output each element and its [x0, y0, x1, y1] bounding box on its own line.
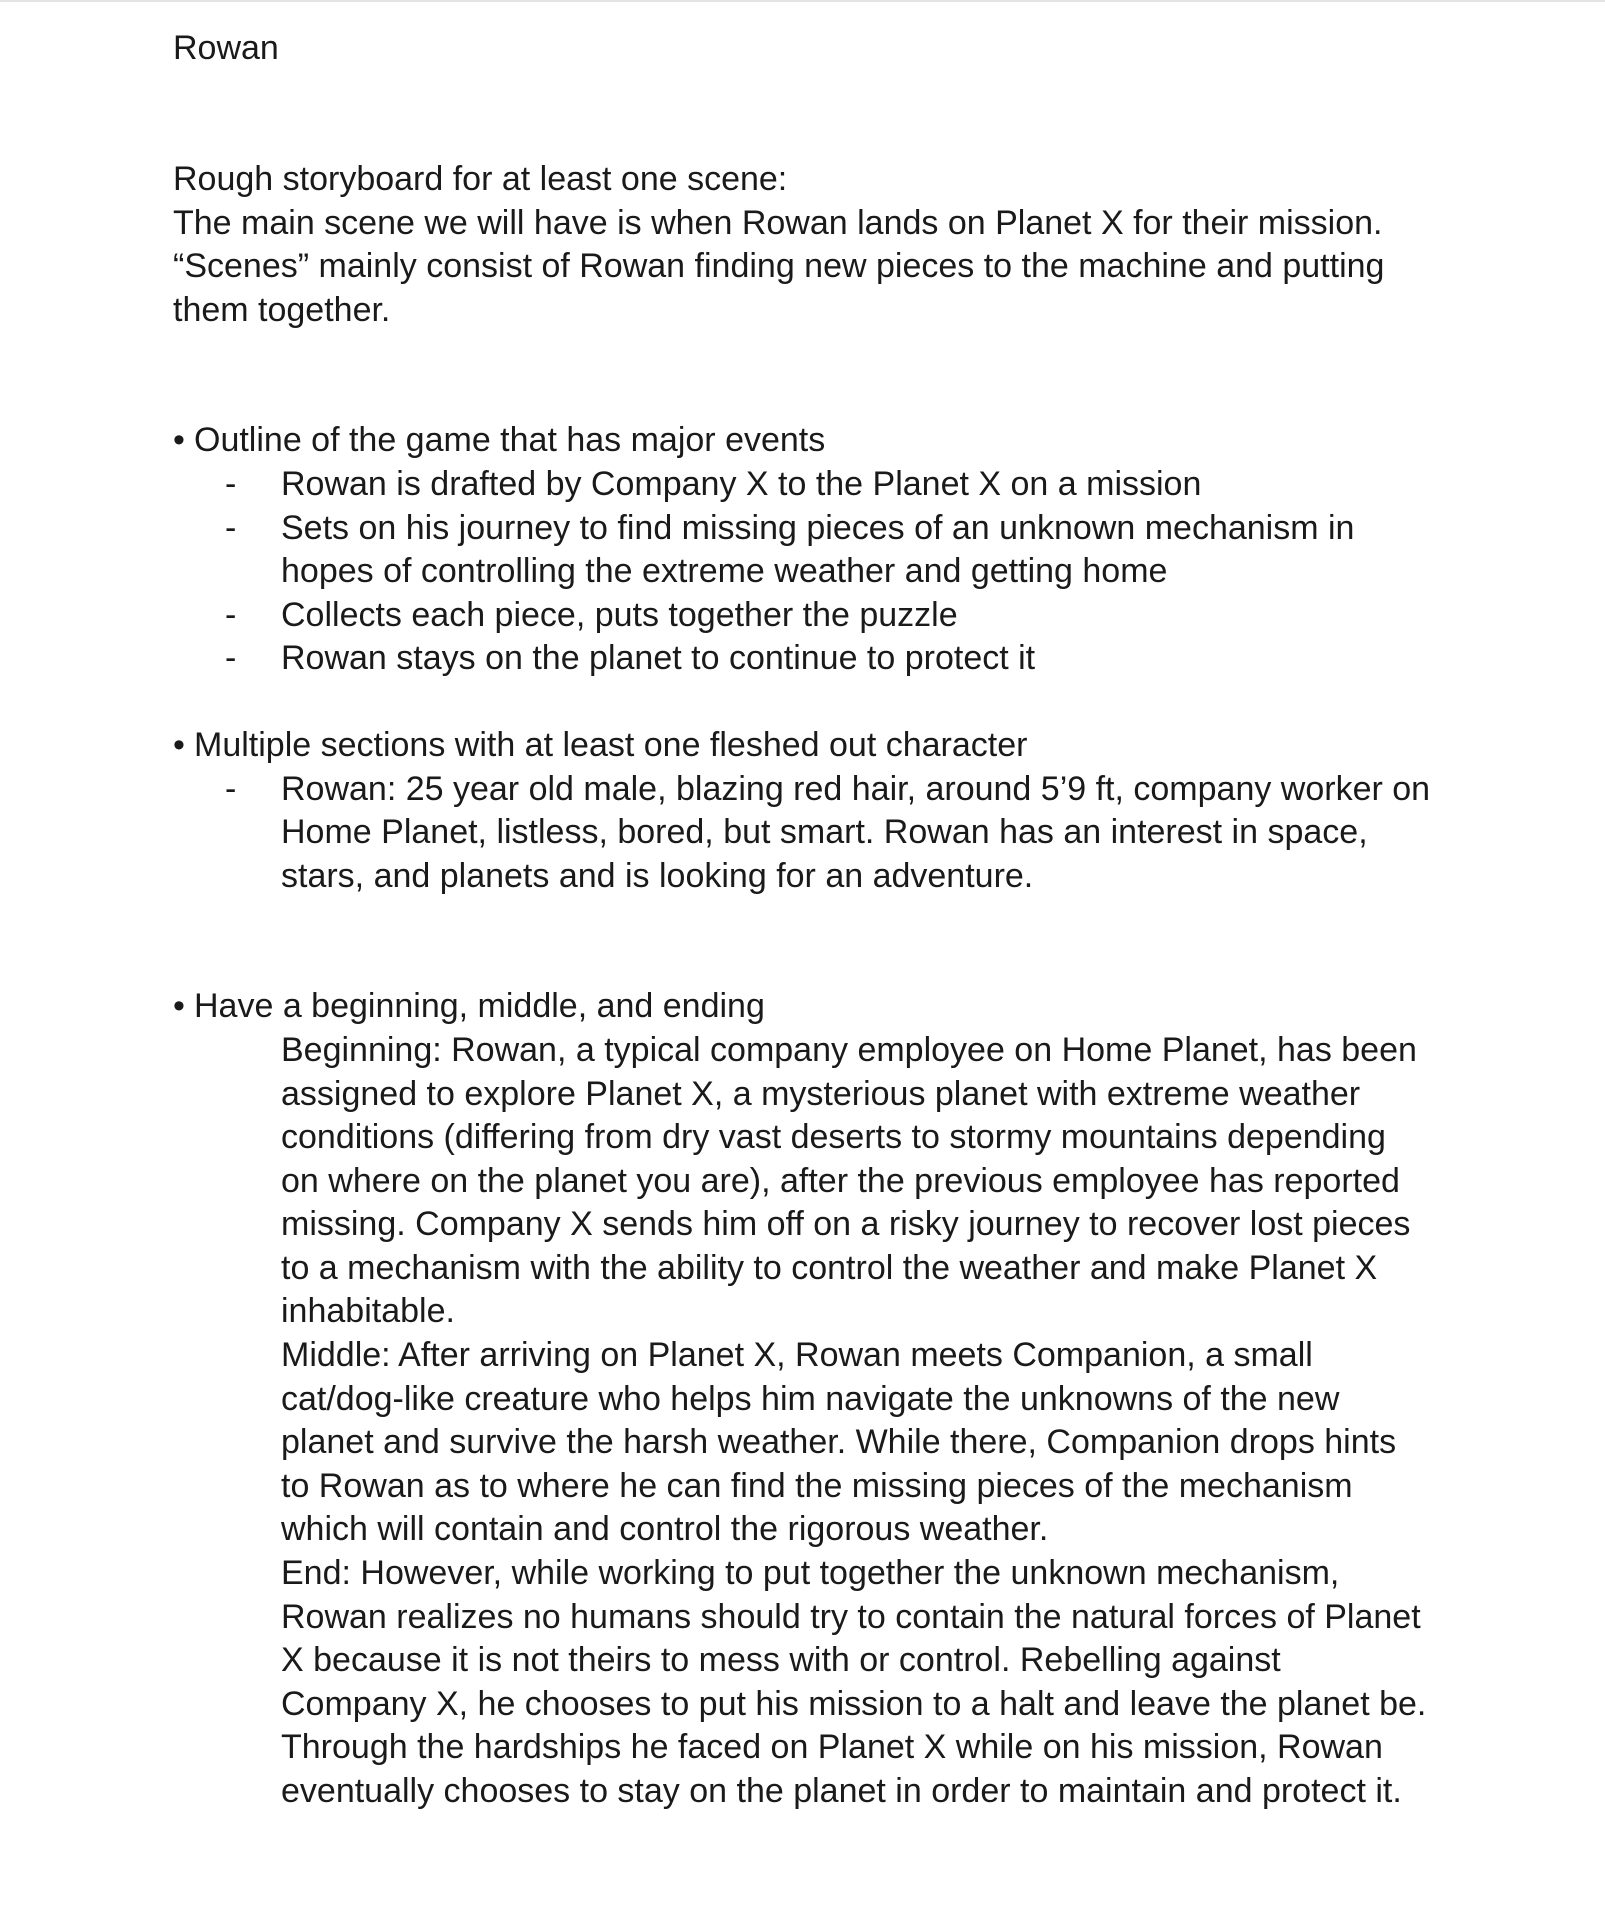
list-item-text: Rowan: 25 year old male, blazing red hair, around 5’9 ft, company worker on Home Planet, listless, bored, but smart. Rowan has an interest in space, stars, and planets and is looking for an adventure.	[281, 769, 1431, 895]
story-arc-paragraphs	[173, 1029, 1433, 1814]
spacer	[173, 898, 1433, 985]
dash-icon: -	[225, 769, 237, 808]
document-title: Rowan	[173, 29, 279, 67]
character-section	[173, 724, 1433, 898]
bullet-item	[173, 419, 1433, 463]
list-item-text: Collects each piece, puts together the puzzle	[281, 595, 958, 634]
storyboard-body: The main scene we will have is when Rowan lands on Planet X for their mission. “Scenes” mainly consist of Rowan finding new pieces to the machine and putting them together.	[173, 203, 1385, 329]
list-item-text: Sets on his journey to find missing pieces of an unknown mechanism in hopes of controlling the extreme weather and getting home	[281, 508, 1355, 591]
bullet-item	[173, 724, 1433, 768]
story-arc-section	[173, 985, 1433, 1813]
outline-events-list	[173, 463, 1433, 681]
middle-paragraph: Middle: After arriving on Planet X, Rowan meets Companion, a small cat/dog-like creature who helps him navigate the unknowns of the new planet and survive the harsh weather. While there, Companion drops hints to Rowan as to where he can find the missing pieces of the mechanism which will contain and control the rigorous weather.	[281, 1336, 1397, 1549]
bullet-heading: Have a beginning, middle, and ending	[194, 987, 765, 1026]
bullet-icon: •	[173, 421, 185, 460]
dash-icon: -	[225, 595, 237, 634]
document-body	[173, 27, 1433, 1814]
storyboard-heading: Rough storyboard for at least one scene:	[173, 160, 788, 198]
dash-icon: -	[225, 508, 237, 547]
character-list	[173, 768, 1433, 899]
page-top-border	[0, 0, 1605, 2]
outline-section	[173, 419, 1433, 681]
list-item	[173, 768, 1433, 899]
beginning-paragraph: Beginning: Rowan, a typical company employee on Home Planet, has been assigned to explore Planet X, a mysterious planet with extreme weather conditions (differing from dry vast deserts to stormy mountains depending on where on the planet you are), after the previous employee has reported missing. Company X sends him off on a risky journey to recover lost pieces to a mechanism with the ability to control the weather and make Planet X inhabitable.	[281, 1030, 1417, 1331]
spacer	[173, 332, 1433, 419]
list-item-text: Rowan stays on the planet to continue to protect it	[281, 639, 1036, 678]
bullet-icon: •	[173, 987, 185, 1026]
bullet-heading: Multiple sections with at least one fleshed out character	[194, 725, 1028, 764]
bullet-item	[173, 985, 1433, 1029]
list-item	[173, 507, 1433, 594]
dash-icon: -	[225, 464, 237, 503]
list-item-text: Rowan is drafted by Company X to the Planet X on a mission	[281, 464, 1202, 503]
list-item	[173, 594, 1433, 638]
spacer	[173, 71, 1433, 158]
spacer	[173, 681, 1433, 724]
bullet-heading: Outline of the game that has major events	[194, 421, 826, 460]
end-paragraph: End: However, while working to put together the unknown mechanism, Rowan realizes no humans should try to contain the natural forces of Planet X because it is not theirs to mess with or control. Rebelling against Company X, he chooses to put his mission to a halt and leave the planet be. Through the hardships he faced on Planet X while on his mission, Rowan eventually chooses to stay on the planet in order to maintain and protect it.	[281, 1554, 1427, 1810]
bullet-icon: •	[173, 725, 185, 764]
list-item	[173, 637, 1433, 681]
list-item	[173, 463, 1433, 507]
dash-icon: -	[225, 639, 237, 678]
